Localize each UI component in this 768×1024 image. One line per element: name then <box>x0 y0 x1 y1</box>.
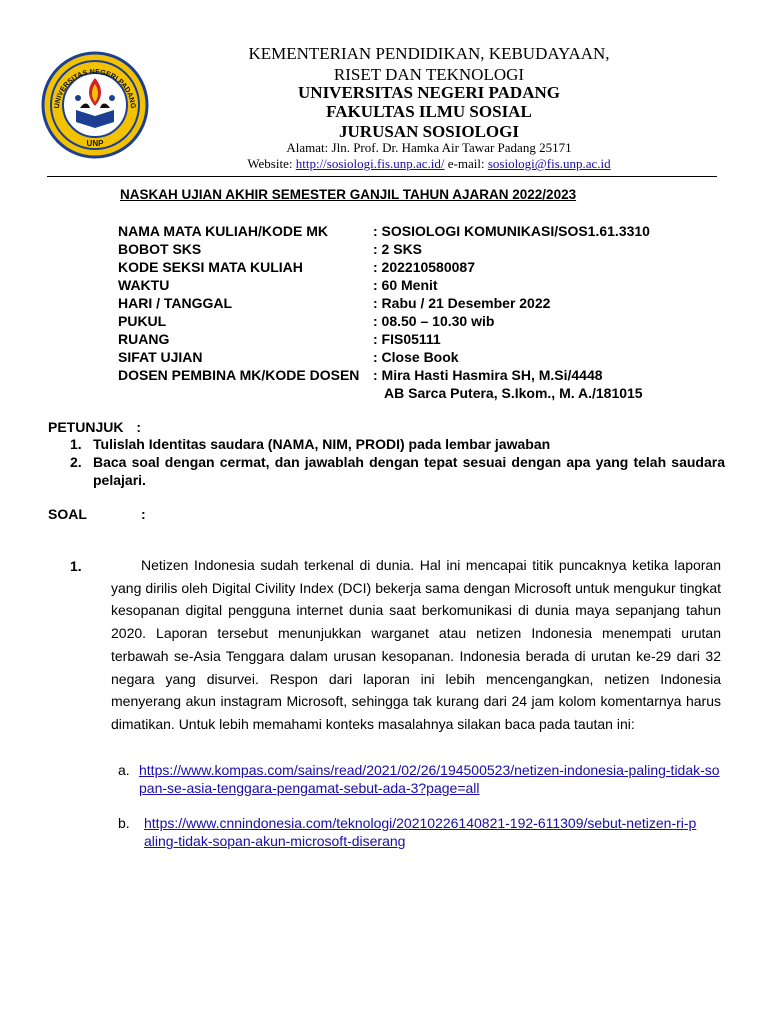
info-row <box>118 330 718 348</box>
exam-title: NASKAH UJIAN AKHIR SEMESTER GANJIL TAHUN AJARAN 2022/2023 <box>120 187 577 202</box>
header-line1: KEMENTERIAN PENDIDIKAN, KEBUDAYAAN, <box>248 44 610 63</box>
info-label: SIFAT UJIAN <box>118 349 203 365</box>
logo-bottom-text: UNP <box>86 139 104 148</box>
info-label: DOSEN PEMBINA MK/KODE DOSEN <box>118 367 360 383</box>
website-label: Website: <box>247 156 293 171</box>
petunjuk-item-num: 2. <box>70 454 82 470</box>
link-item-b <box>118 814 728 850</box>
info-row <box>118 258 718 276</box>
question-text: Netizen Indonesia sudah terkenal di dunia. Hal ini mencapai titik puncaknya ketika laporan yang dirilis oleh Digital Civility Index (DCI) bekerja sama dengan Microsoft untuk mengukur tingkat kesopanan digital pengguna internet dunia saat berkomunikasi di dunia maya sepanjang tahun 2020. Laporan tersebut menunjukkan warganet atau netizen Indonesia menempati urutan terbawah se-Asia Tenggara dalam urusan kesopanan. Indonesia berada di urutan ke-29 dari 32 negara yang disurvei. Respon dari laporan ini lebih mencengangkan, netizen Indonesia menyerang akun instagram Microsoft, sehingga tak kurang dari 24 jam kolom komentarnya harus dimatikan. Untuk lebih memahami konteks masalahnya silakan baca pada tautan ini: <box>111 557 721 732</box>
website-link[interactable]: http://sosiologi.fis.unp.ac.id/ <box>295 156 445 171</box>
info-row <box>118 312 718 330</box>
header-address: Alamat: Jln. Prof. Dr. Hamka Air Tawar Padang 25171 <box>286 140 572 155</box>
info-row <box>118 366 718 384</box>
petunjuk-label-row <box>48 418 141 436</box>
info-value: : Mira Hasti Hasmira SH, M.Si/4448 <box>373 367 603 383</box>
petunjuk-item-2 <box>70 453 725 489</box>
exam-info-table <box>118 222 718 402</box>
info-row <box>118 222 718 240</box>
link-letter: a. <box>118 762 130 778</box>
header-line2: RISET DAN TEKNOLOGI <box>333 65 525 84</box>
petunjuk-item-num: 1. <box>70 436 82 452</box>
soal-label-row <box>48 505 146 523</box>
petunjuk-item-text: Baca soal dengan cermat, dan jawablah dengan tepat sesuai dengan apa yang telah saudara pelajari. <box>93 454 725 488</box>
link-item-a <box>118 761 728 797</box>
info-label: KODE SEKSI MATA KULIAH <box>118 259 303 275</box>
info-extra-value: AB Sarca Putera, S.Ikom., M. A./181015 <box>384 385 643 401</box>
header-department: JURUSAN SOSIOLOGI <box>339 122 519 141</box>
soal-colon: : <box>141 506 146 522</box>
email-label: e-mail: <box>447 156 485 171</box>
info-label: NAMA MATA KULIAH/KODE MK <box>118 223 328 239</box>
header-university: UNIVERSITAS NEGERI PADANG <box>298 83 560 102</box>
info-value: : Rabu / 21 Desember 2022 <box>373 295 551 311</box>
petunjuk-label: PETUNJUK <box>48 419 124 435</box>
soal-label: SOAL <box>48 506 87 522</box>
info-label: PUKUL <box>118 313 167 329</box>
link-letter: b. <box>118 815 130 831</box>
petunjuk-item-text: Tulislah Identitas saudara (NAMA, NIM, PRODI) pada lembar jawaban <box>93 436 551 452</box>
info-label: HARI / TANGGAL <box>118 295 233 311</box>
info-label: WAKTU <box>118 277 170 293</box>
info-value: : 202210580087 <box>373 259 475 275</box>
info-row <box>118 294 718 312</box>
cnnindonesia-link[interactable]: https://www.cnnindonesia.com/teknologi/20210226140821-192-611309/sebut-netizen-ri-paling-tidak-sopan-akun-microsoft-diserang <box>144 815 697 849</box>
info-value: : 60 Menit <box>373 277 438 293</box>
petunjuk-item-1 <box>70 435 725 453</box>
header-divider <box>47 176 717 177</box>
info-row <box>118 240 718 258</box>
kompas-link[interactable]: https://www.kompas.com/sains/read/2021/02/26/194500523/netizen-indonesia-paling-tidak-sopan-se-asia-tenggara-pengamat-sebut-ada-3?page=all <box>139 762 720 796</box>
info-value: : FIS05111 <box>373 331 441 347</box>
email-link[interactable]: sosiologi@fis.unp.ac.id <box>487 156 611 171</box>
info-value: : SOSIOLOGI KOMUNIKASI/SOS1.61.3310 <box>373 223 650 239</box>
logo-ring-text: UNIVERSITAS NEGERI PADANG <box>51 66 139 109</box>
info-value: : 2 SKS <box>373 241 423 257</box>
info-row <box>118 276 718 294</box>
info-row <box>118 348 718 366</box>
petunjuk-colon: : <box>136 419 142 435</box>
header-faculty: FAKULTAS ILMU SOSIAL <box>326 102 532 121</box>
info-label: BOBOT SKS <box>118 241 202 257</box>
info-label: RUANG <box>118 331 170 347</box>
header-contact <box>0 156 768 172</box>
question-number: 1. <box>70 558 82 574</box>
info-value: : Close Book <box>373 349 459 365</box>
info-value: : 08.50 – 10.30 wib <box>373 313 495 329</box>
